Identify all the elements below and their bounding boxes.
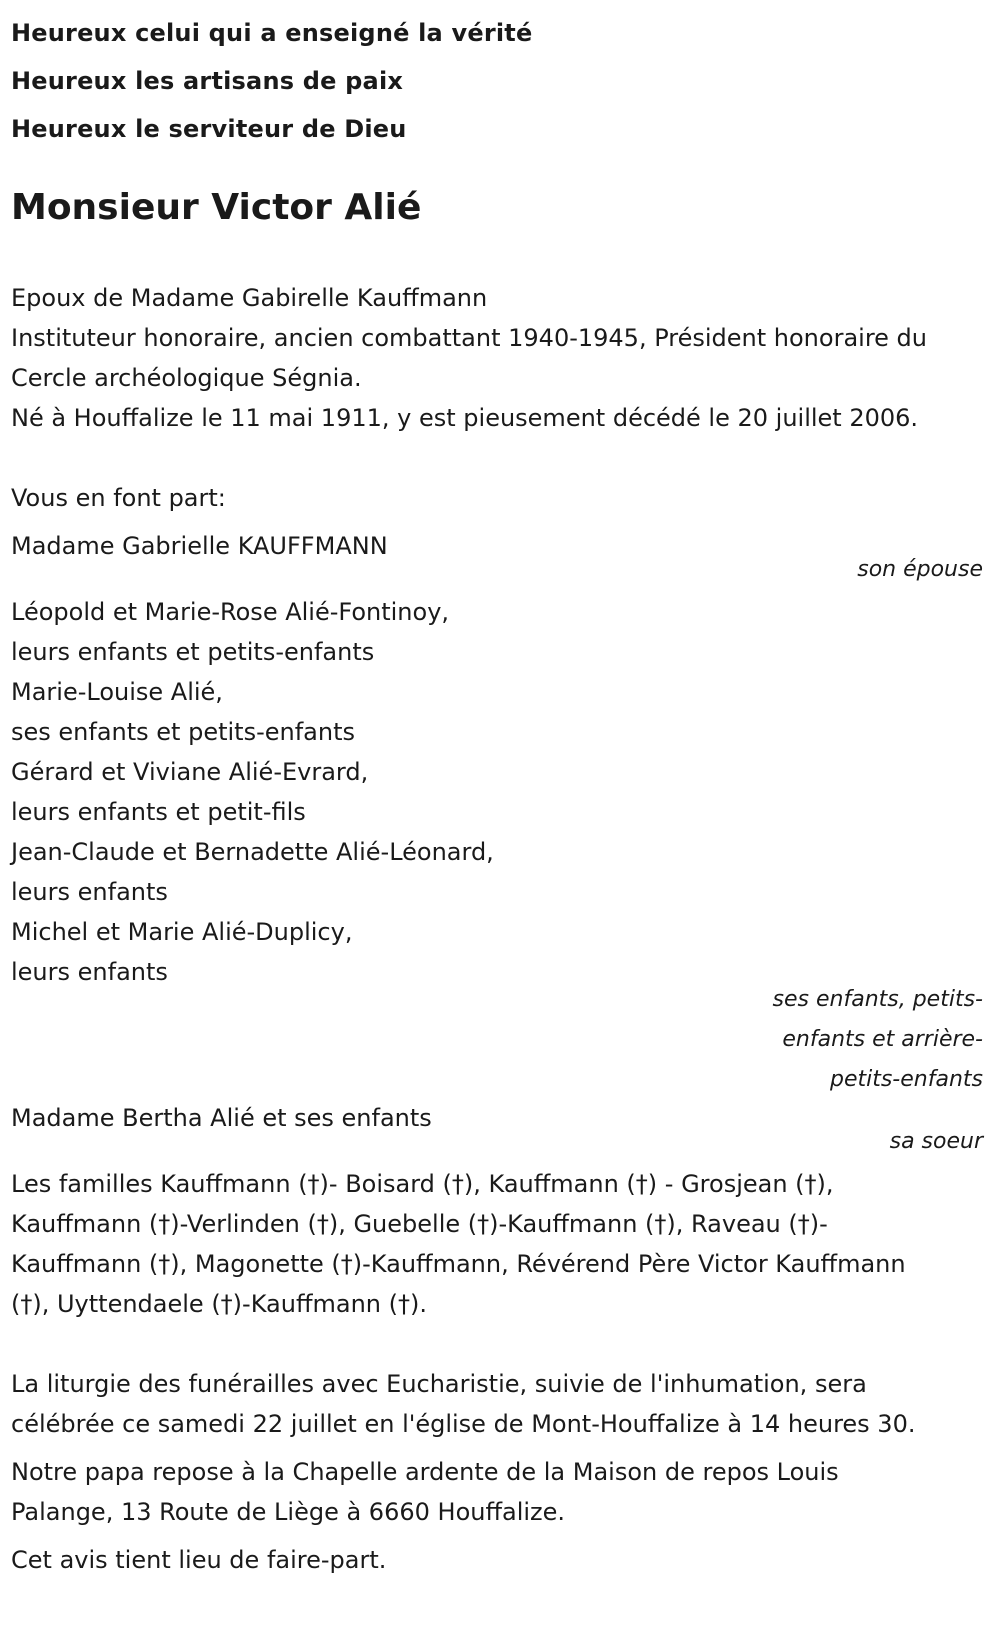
spouse-line: Epoux de Madame Gabirelle Kauffmann [11, 284, 488, 312]
list-item: Gérard et Viviane Alié-Evrard, [11, 758, 369, 786]
children-relation: ses enfants, petits-enfants et arrière-petits-enfants [772, 987, 983, 1092]
birth-death-text: Né à Houffalize le 11 mai 1911, y est pieusement décédé le 20 juillet 2006. [11, 404, 919, 432]
liturgy-text: La liturgie des funérailles avec Eucharistie, suivie de l'inhumation, sera célébrée ce samedi 22 juillet en l'église de Mont-Houffalize à 14 heures 30. [11, 1370, 916, 1438]
funeral-block [11, 1364, 946, 1580]
list-item: Jean-Claude et Bernadette Alié-Léonard, [11, 838, 494, 866]
list-item: leurs enfants [11, 958, 168, 986]
list-item: leurs enfants et petit-fils [11, 798, 306, 826]
sister-name: Madame Bertha Alié et ses enfants [11, 1104, 432, 1132]
beatitude-line: Heureux les artisans de paix [11, 67, 404, 95]
spouse-relation: son épouse [857, 557, 983, 582]
list-item: Marie-Louise Alié, [11, 678, 223, 706]
beatitude-line: Heureux le serviteur de Dieu [11, 115, 407, 143]
list-item: Léopold et Marie-Rose Alié-Fontinoy, [11, 598, 450, 626]
spouse-name: Madame Gabrielle KAUFFMANN [11, 532, 388, 560]
children-list [11, 592, 989, 992]
sister-relation: sa soeur [889, 1129, 983, 1154]
titles-text: Instituteur honoraire, ancien combattant 1940-1945, Président honoraire du Cercle archéologique Ségnia. [11, 324, 927, 392]
announcement-intro: Vous en font part: [11, 484, 226, 512]
list-item: ses enfants et petits-enfants [11, 718, 356, 746]
beatitudes-block [11, 8, 989, 154]
deceased-name: Monsieur Victor Alié [11, 187, 422, 228]
notice-text: Cet avis tient lieu de faire-part. [11, 1546, 387, 1574]
list-item: leurs enfants [11, 878, 168, 906]
list-item: leurs enfants et petits-enfants [11, 638, 375, 666]
families-text: Les familles Kauffmann (†)- Boisard (†), Kauffmann (†) - Grosjean (†), Kauffmann (†)-Verlinden (†), Guebelle (†)-Kauffmann (†), Raveau (†)-Kauffmann (†), Magonette (†)-Kauffmann, Révérend Père Victor Kauffmann (†), Uyttendaele (†)-Kauffmann (†). [11, 1170, 906, 1318]
announcement-block [11, 478, 989, 1324]
beatitude-line: Heureux celui qui a enseigné la vérité [11, 19, 533, 47]
biography-block [11, 278, 971, 438]
list-item: Michel et Marie Alié-Duplicy, [11, 918, 353, 946]
rest-location-text: Notre papa repose à la Chapelle ardente de la Maison de repos Louis Palange, 13 Route de Liège à 6660 Houffalize. [11, 1458, 839, 1526]
